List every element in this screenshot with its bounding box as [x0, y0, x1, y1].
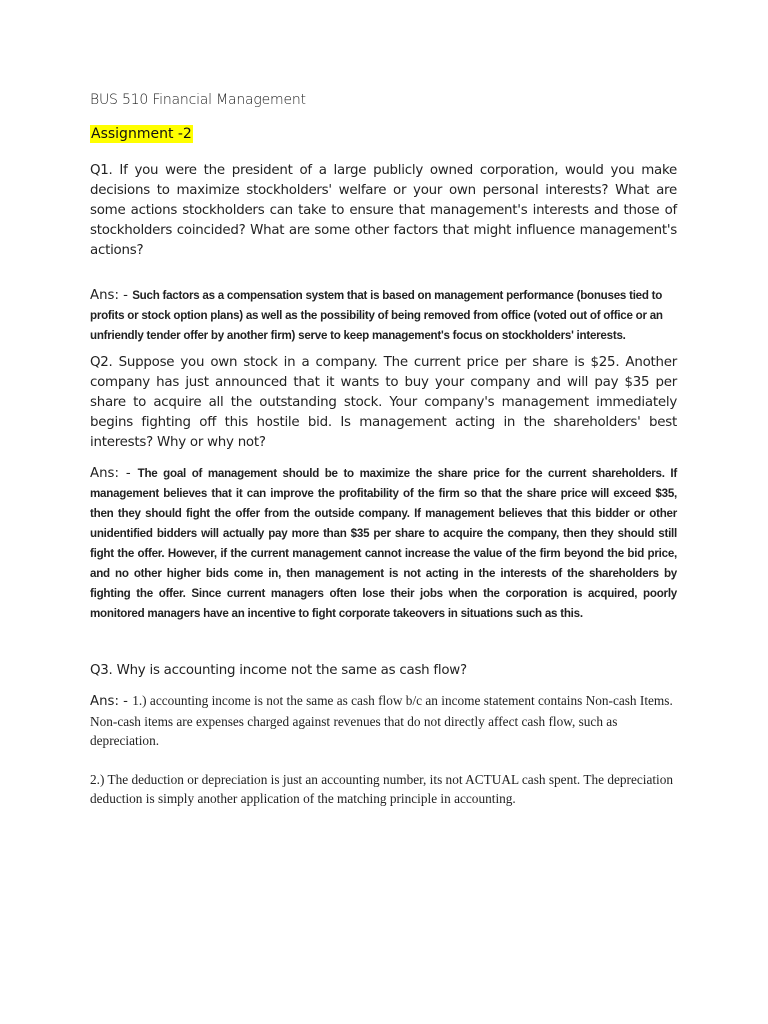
document-page: [90, 92, 677, 809]
question-3: Q3. Why is accounting income not the same as cash flow?: [90, 663, 467, 678]
answer-2-label: Ans: -: [90, 466, 138, 481]
answer-3-text-1: 1.) accounting income is not the same as cash flow b/c an income statement contains Non-cash Items. Non-cash items are expenses charged against revenues that do not directly affect cash flow, such as depreciation.: [90, 693, 673, 748]
answer-1-label: Ans: -: [90, 288, 133, 303]
answer-3-label: Ans: -: [90, 694, 133, 709]
answer-1-text: Such factors as a compensation system that is based on management performance (bonuses tied to profits or stock option plans) as well as the possibility of being removed from office (voted out of office or an unfriendly tender offer by another firm) serve to keep management's focus on stockholders' interests.: [90, 289, 663, 342]
answer-3-part-1: [90, 691, 677, 751]
answer-2: [90, 463, 677, 623]
assignment-heading: [90, 126, 677, 142]
question-1: Q1. If you were the president of a large publicly owned corporation, would you make decisions to maximize stockholders' welfare or your own personal interests? What are some actions stockholders can take to ensure that management's interests and those of stockholders coincided? What are some other factors that might influence management's actions?: [90, 163, 677, 258]
answer-1: [90, 285, 677, 345]
course-title: BUS 510 Financial Management: [90, 92, 306, 108]
assignment-highlight: Assignment -2: [91, 126, 192, 142]
answer-3-part-2: 2.) The deduction or depreciation is just an accounting number, its not ACTUAL cash spent. The depreciation deduction is simply another application of the matching principle in accounting.: [90, 771, 674, 806]
answer-2-text: The goal of management should be to maximize the share price for the current shareholders. If management believes that it can improve the profitability of the firm so that the share price will exceed $35, then they should fight the offer from the outside company. If management believes that this bidder or other unidentified bidders will actually pay more than $35 per share to acquire the company, then they should still fight the offer. However, if the current management cannot increase the value of the firm beyond the bid price, and no other higher bids come in, then management is not acting in the interests of the shareholders by fighting the offer. Since current managers often lose their jobs when the corporation is acquired, poorly monitored managers have an incentive to fight corporate takeovers in situations such as this.: [90, 467, 677, 620]
question-2: Q2. Suppose you own stock in a company. The current price per share is $25. Another company has just announced that it wants to buy your company and will pay $35 per share to acquire all the outstanding stock. Your company's management immediately begins fighting off this hostile bid. Is management acting in the shareholders' best interests? Why or why not?: [90, 355, 677, 450]
